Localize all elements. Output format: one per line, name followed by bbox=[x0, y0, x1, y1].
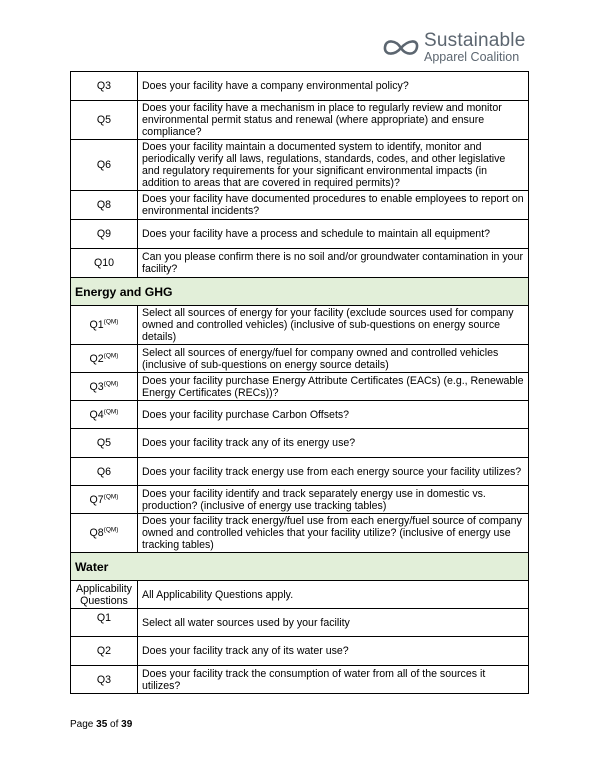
question-text: Does your facility have documented procedures to enable employees to report on environmental incidents? bbox=[138, 191, 529, 220]
question-text: Does your facility have a process and schedule to maintain all equipment? bbox=[138, 220, 529, 249]
question-id: Q6 bbox=[71, 458, 138, 486]
table-row bbox=[71, 514, 529, 553]
question-id: Q9 bbox=[71, 220, 138, 249]
table-row bbox=[71, 429, 529, 458]
question-text: Does your facility have a company environmental policy? bbox=[138, 72, 529, 101]
question-id: $Q3^{(QM)}$ bbox=[71, 373, 138, 401]
table-row bbox=[71, 609, 529, 637]
section-header-energy bbox=[71, 278, 529, 306]
question-text: Does your facility track any of its water use? bbox=[138, 637, 529, 666]
question-text: Does your facility maintain a documented system to identify, monitor and periodically verify all laws, regulations, standards, codes, and other legislative and regulatory requirements for your significant environmental impacts (in addition to areas that are covered in required permits)? bbox=[138, 140, 529, 191]
table-row bbox=[71, 220, 529, 249]
question-text: Can you please confirm there is no soil and/or groundwater contamination in your facility? bbox=[138, 249, 529, 278]
qm-marker: (QM) bbox=[103, 407, 119, 415]
logo-line1: Sustainable bbox=[424, 30, 526, 51]
question-id: Q2 bbox=[71, 637, 138, 666]
section-title: Water bbox=[71, 553, 529, 581]
qm-marker: (QM) bbox=[103, 351, 119, 359]
section-title: Energy and GHG bbox=[71, 278, 529, 306]
question-id: Q6 bbox=[71, 140, 138, 191]
question-id: $Q8^{(QM)}$ bbox=[71, 514, 138, 553]
question-id: Q3 bbox=[71, 666, 138, 694]
table-row bbox=[71, 581, 529, 609]
table-row bbox=[71, 345, 529, 373]
table-row bbox=[71, 401, 529, 429]
table-row bbox=[71, 140, 529, 191]
table-row bbox=[71, 72, 529, 101]
question-text: Does your facility have a mechanism in place to regularly review and monitor environmental permit status and renewal (where appropriate) and ensure compliance? bbox=[138, 101, 529, 140]
table-row bbox=[71, 191, 529, 220]
page-label: Page bbox=[70, 719, 94, 730]
page-total: 39 bbox=[121, 719, 133, 730]
question-text: Select all sources of energy for your facility (exclude sources used for company owned and controlled vehicles) (inclusive of sub-questions on energy source details) bbox=[138, 306, 529, 345]
question-text: Does your facility identify and track separately energy use in domestic vs. production? (inclusive of energy use tracking tables) bbox=[138, 486, 529, 514]
question-id: Q1 bbox=[71, 609, 138, 637]
qm-marker: (QM) bbox=[103, 318, 119, 326]
logo-line2: Apparel Coalition bbox=[424, 50, 520, 64]
question-text: Does your facility purchase Carbon Offsets? bbox=[138, 401, 529, 429]
question-id: Q8 bbox=[71, 191, 138, 220]
table-row bbox=[71, 486, 529, 514]
section-header-water bbox=[71, 553, 529, 581]
qm-marker: (QM) bbox=[103, 526, 119, 534]
table-row bbox=[71, 373, 529, 401]
sac-logo bbox=[381, 30, 531, 66]
table-row bbox=[71, 306, 529, 345]
question-text: Select all sources of energy/fuel for company owned and controlled vehicles (inclusive of sub-questions on energy source details) bbox=[138, 345, 529, 373]
table-row bbox=[71, 637, 529, 666]
question-id: Applicability Questions bbox=[71, 581, 138, 609]
question-id: $Q7^{(QM)}$ bbox=[71, 486, 138, 514]
of-label: of bbox=[110, 719, 119, 730]
question-id: Q5 bbox=[71, 101, 138, 140]
question-text: Does your facility track any of its energy use? bbox=[138, 429, 529, 458]
question-id: Q10 bbox=[71, 249, 138, 278]
table-row bbox=[71, 249, 529, 278]
question-id: Q5 bbox=[71, 429, 138, 458]
question-id: $Q1^{(QM)}$ bbox=[71, 306, 138, 345]
question-id: $Q4^{(QM)}$ bbox=[71, 401, 138, 429]
table-row bbox=[71, 101, 529, 140]
questions-table bbox=[70, 71, 529, 694]
table-row bbox=[71, 458, 529, 486]
infinity-loop-icon bbox=[381, 35, 421, 61]
page-number: 35 bbox=[96, 719, 108, 730]
question-id: $Q2^{(QM)}$ bbox=[71, 345, 138, 373]
question-text: Does your facility track energy/fuel use from each energy/fuel source of company owned and controlled vehicles that your facility utilize? (inclusive of energy use tracking tables) bbox=[138, 514, 529, 553]
question-text: All Applicability Questions apply. bbox=[138, 581, 529, 609]
page-footer bbox=[70, 719, 132, 730]
qm-marker: (QM) bbox=[103, 492, 119, 500]
question-text: Does your facility purchase Energy Attribute Certificates (EACs) (e.g., Renewable Energy Certificates (RECs))? bbox=[138, 373, 529, 401]
question-text: Select all water sources used by your facility bbox=[138, 609, 529, 637]
question-id: Q3 bbox=[71, 72, 138, 101]
question-text: Does your facility track the consumption of water from all of the sources it utilizes? bbox=[138, 666, 529, 694]
question-text: Does your facility track energy use from each energy source your facility utilizes? bbox=[138, 458, 529, 486]
qm-marker: (QM) bbox=[103, 379, 119, 387]
table-row bbox=[71, 666, 529, 694]
